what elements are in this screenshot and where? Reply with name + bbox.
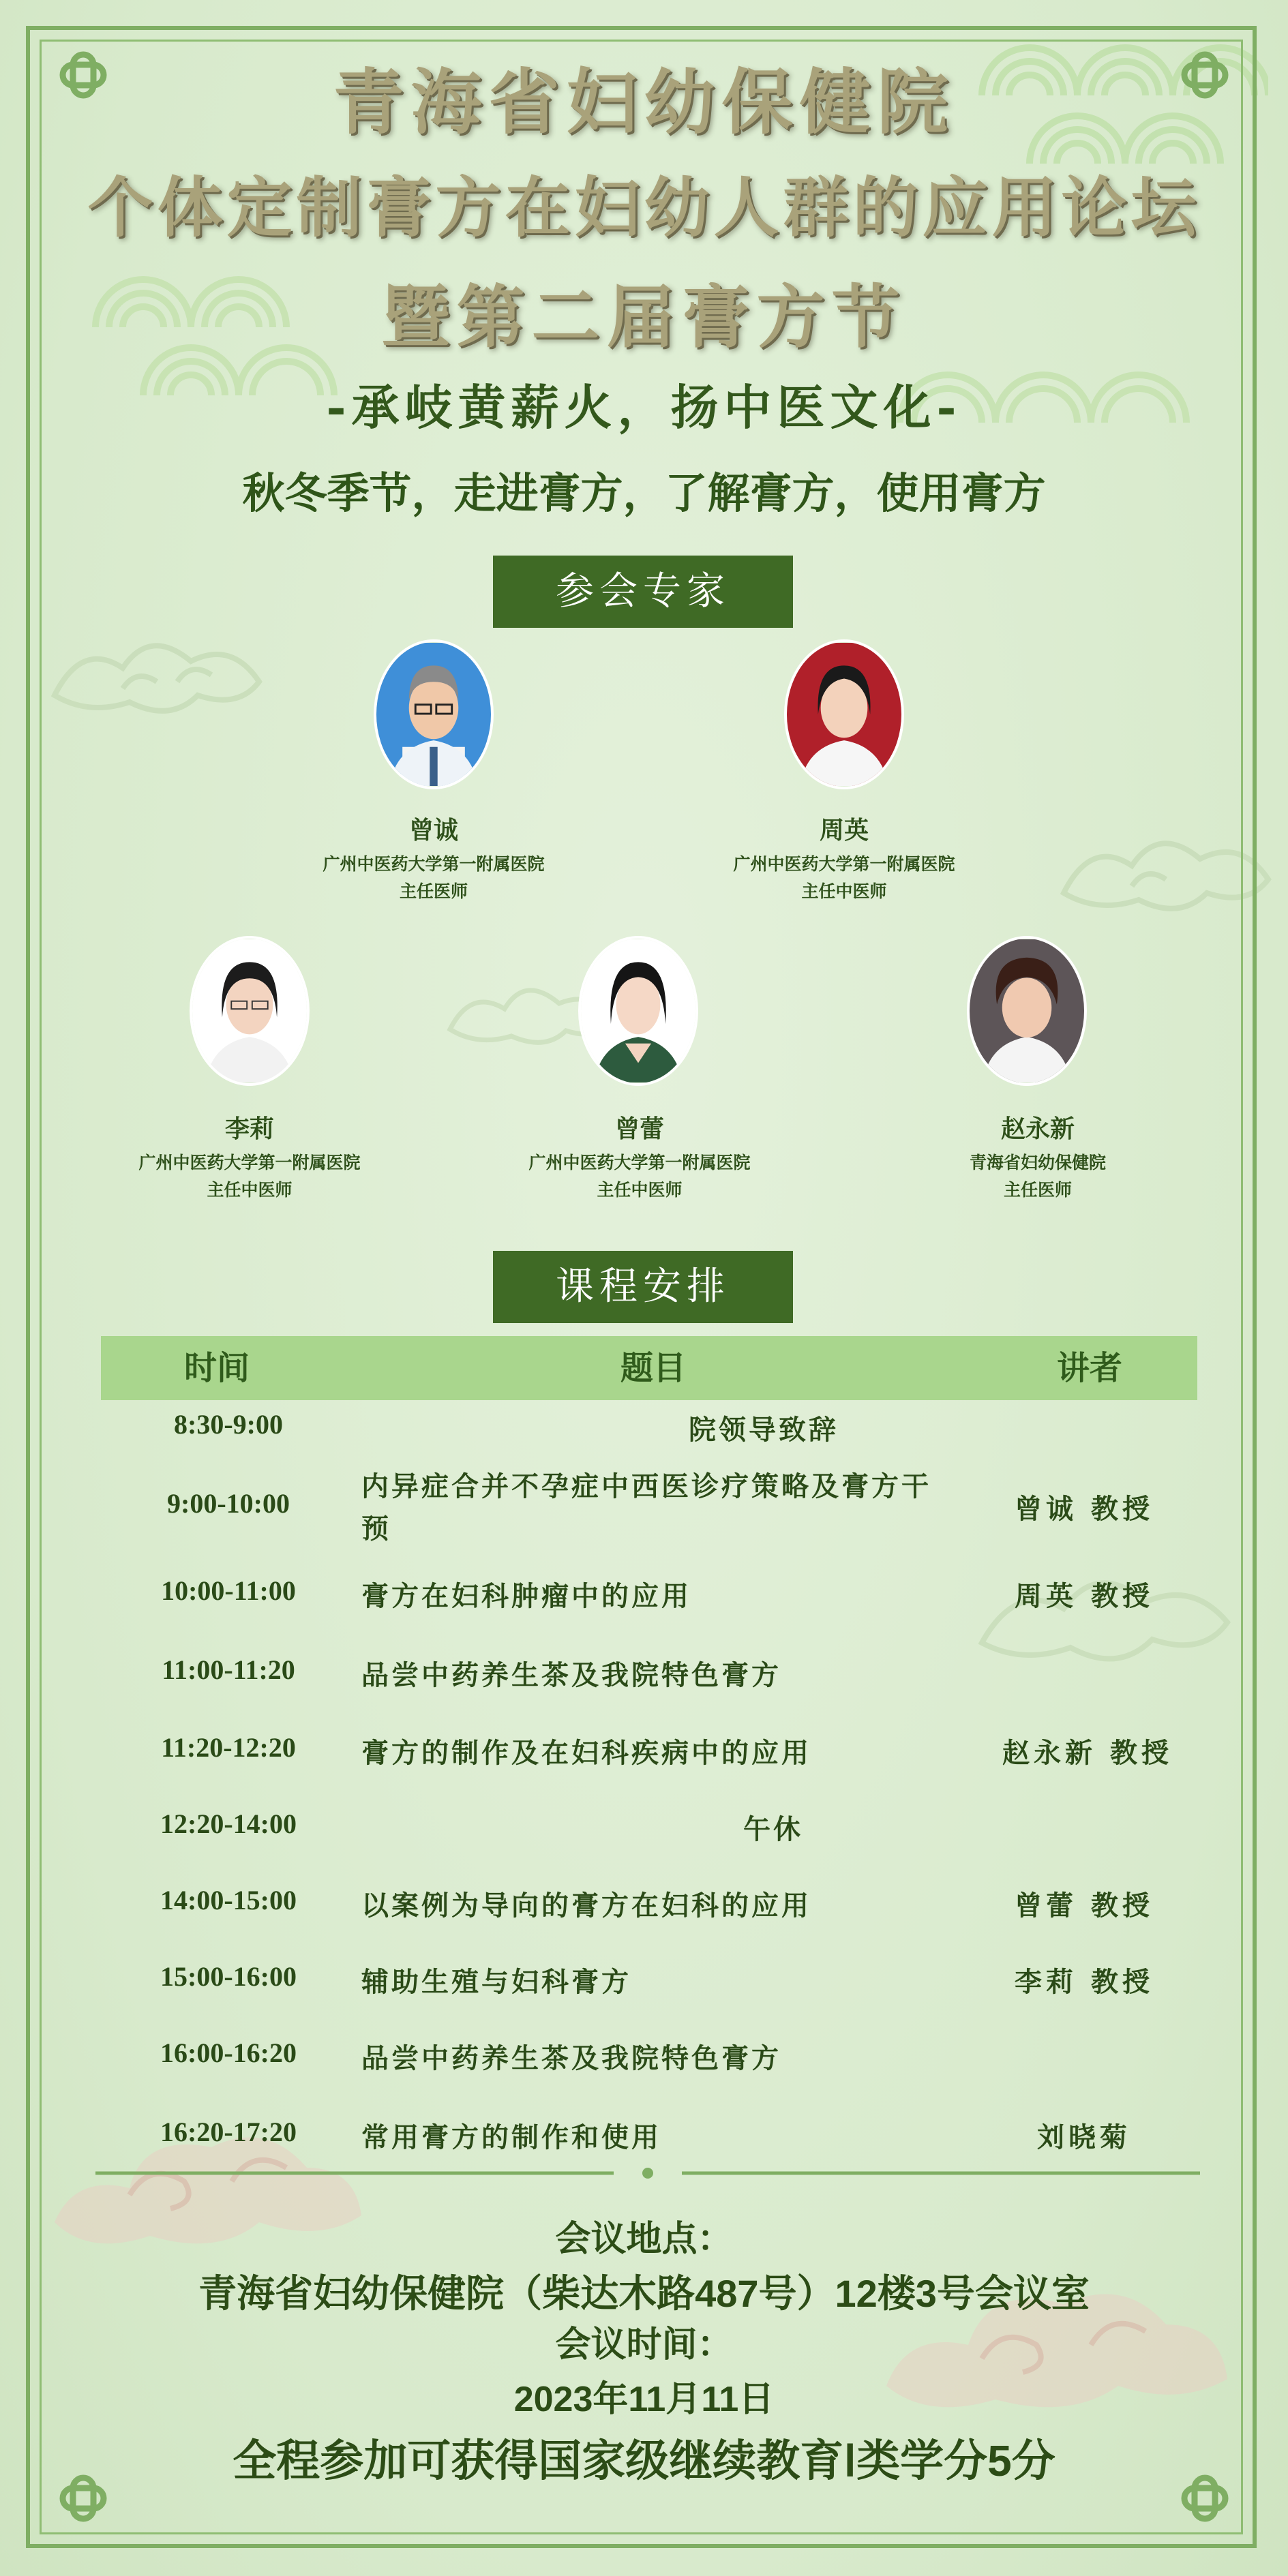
row-topic: 膏方的制作及在妇科疾病中的应用: [361, 1737, 811, 1769]
expert-name: 周英: [819, 816, 869, 845]
row-topic: 院领导致辞: [689, 1414, 839, 1446]
row-topic: 品尝中药养生茶及我院特色膏方: [361, 1659, 781, 1691]
row-time: 12:20-14:00: [160, 1808, 297, 1839]
expert-name: 李莉: [224, 1115, 274, 1143]
date-value: 2023年11月11日: [513, 2380, 775, 2419]
avatar: [578, 936, 698, 1086]
row-time: 8:30-9:00: [174, 1409, 283, 1440]
row-speaker: 周英 教授: [1015, 1580, 1154, 1612]
row-topic: 午休: [743, 1813, 803, 1845]
row-time: 11:20-12:20: [161, 1732, 296, 1763]
expert-title: 主任医师: [1003, 1180, 1072, 1200]
time-label: 会议时间：: [555, 2325, 733, 2365]
expert-hospital: 广州中医药大学第一附属医院: [733, 854, 955, 874]
row-speaker: 曾诚 教授: [1015, 1493, 1154, 1525]
expert-title: 主任中医师: [801, 881, 887, 901]
row-time: 14:00-15:00: [160, 1885, 297, 1915]
divider-line: [95, 2161, 1200, 2188]
row-topic: 内异症合并不孕症中西医诊疗策略及膏方干预: [361, 1470, 931, 1545]
column-header-topic: 题目: [620, 1349, 686, 1387]
avatar: [967, 936, 1087, 1086]
schedule-table-header: [101, 1336, 1197, 1400]
title-line-3: 暨第二届膏方节: [381, 277, 907, 357]
row-time: 10:00-11:00: [161, 1575, 296, 1606]
expert-name: 赵永新: [1000, 1115, 1075, 1143]
expert-hospital: 广州中医药大学第一附属医院: [323, 854, 545, 874]
tagline: 秋冬季节，走进膏方，了解膏方，使用膏方: [242, 470, 1046, 517]
row-topic: 以案例为导向的膏方在妇科的应用: [361, 1890, 811, 1922]
expert-hospital: 青海省妇幼保健院: [969, 1153, 1106, 1172]
row-topic: 品尝中药养生茶及我院特色膏方: [361, 2042, 781, 2074]
slogan: -承岐黄薪火，扬中医文化-: [326, 379, 962, 436]
row-speaker: 刘晓菊: [1037, 2121, 1131, 2153]
row-speaker: 李莉 教授: [1015, 1966, 1154, 1998]
row-topic: 辅助生殖与妇科膏方: [361, 1966, 631, 1998]
column-header-speaker: 讲者: [1056, 1349, 1122, 1387]
row-time: 16:20-17:20: [160, 2117, 297, 2147]
avatar: [190, 936, 310, 1086]
row-topic: 常用膏方的制作和使用: [361, 2121, 661, 2153]
row-time: 9:00-10:00: [167, 1488, 290, 1519]
expert-title: 主任中医师: [207, 1180, 293, 1200]
expert-title: 主任中医师: [597, 1180, 683, 1200]
row-speaker: 曾蕾 教授: [1015, 1890, 1154, 1922]
expert-name: 曾诚: [408, 816, 458, 845]
row-time: 15:00-16:00: [160, 1961, 297, 1992]
avatar: [374, 639, 494, 789]
location-value: 青海省妇幼保健院（柴达木路487号）12楼3号会议室: [198, 2272, 1090, 2315]
column-header-time: 时间: [183, 1349, 250, 1387]
expert-title: 主任医师: [399, 881, 468, 901]
row-time: 16:00-16:20: [160, 2037, 297, 2068]
credit-note: 全程参加可获得国家级继续教育Ⅰ类学分5分: [233, 2436, 1055, 2485]
row-time: 11:00-11:20: [162, 1654, 295, 1685]
title-line-1: 青海省妇幼保健院: [333, 60, 955, 144]
expert-name: 曾蕾: [614, 1115, 664, 1143]
row-topic: 膏方在妇科肿瘤中的应用: [361, 1580, 691, 1612]
expert-hospital: 广州中医药大学第一附属医院: [528, 1153, 751, 1172]
avatar: [784, 639, 904, 789]
expert-hospital: 广州中医药大学第一附属医院: [138, 1153, 361, 1172]
schedule-heading: 课程安排: [493, 1251, 793, 1323]
row-speaker: 赵永新 教授: [1002, 1737, 1173, 1769]
location-label: 会议地点：: [555, 2219, 733, 2259]
title-line-2: 个体定制膏方在妇幼人群的应用论坛: [87, 169, 1201, 246]
experts-heading: 参会专家: [493, 556, 793, 628]
